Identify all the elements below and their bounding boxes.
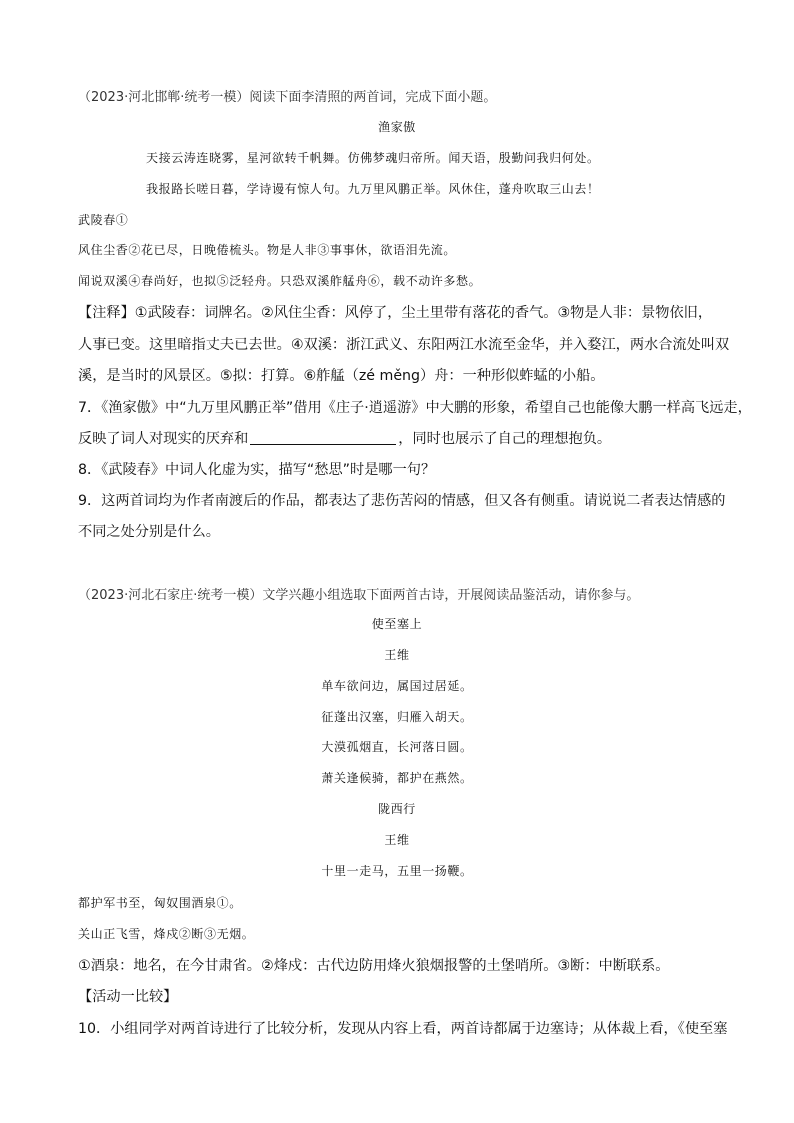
question-8: 8．《武陵春》中词人化虚为实，描写“愁思”时是哪一句？ [78, 462, 436, 478]
annotation-line: 人事已变。这里暗指丈夫已去世。④双溪：浙江武义、东阳两江水流至金华，并入婺江，两水合流处叫双 [78, 337, 730, 353]
annotation-line: 【注释】①武陵春：词牌名。②风住尘香：风停了，尘土里带有落花的香气。③物是人非：景物依旧， [78, 305, 713, 321]
poem3-line: 征蓬出汉塞，归雁入胡天。 [321, 710, 473, 724]
poem1-title: 渔家傲 [378, 120, 416, 134]
poem4-line: 十里一走马，五里一扬鞭。 [321, 864, 473, 878]
poem4-author: 王维 [384, 833, 410, 847]
poem4-line: 都护军书至，匈奴围酒泉①。 [78, 896, 242, 910]
annotation-line: 溪，是当时的风景区。⑤拟：打算。⑥舴艋（zé měng）舟：一种形似蚱蜢的小船。 [78, 368, 605, 384]
poem2-title: 武陵春① [78, 213, 129, 227]
poem2-line: 风住尘香②花已尽，日晚倦梳头。物是人非③事事休，欲语泪先流。 [78, 243, 457, 257]
poem3-author: 王维 [384, 648, 410, 662]
section2-intro: （2023·河北石家庄·统考一模）文学兴趣小组选取下面两首古诗，开展阅读品鉴活动，请你参与。 [78, 588, 640, 603]
poem3-line: 大漠孤烟直，长河落日圆。 [321, 740, 473, 754]
question-7-continued [78, 428, 611, 448]
poem3-line: 萧关逢候骑，都护在燕然。 [321, 771, 473, 785]
question-9-continued: 不同之处分别是什么。 [78, 524, 220, 540]
question-9: 9．这两首词均为作者南渡后的作品，都表达了悲伤苦闷的情感，但又各有侧重。请说说二者表达情感的 [78, 493, 726, 509]
poem3-title: 使至塞上 [371, 617, 423, 631]
question-7-text: ，同时也展示了自己的理想抱负。 [398, 431, 612, 447]
question-7-text: 反映了词人对现实的厌弃和 [78, 431, 249, 447]
question-7: 7．《渔家傲》中“九万里风鹏正举”借用《庄子·逍遥游》中大鹏的形象，希望自己也能像大鹏一样高飞远走， [78, 400, 752, 416]
question-10: 10．小组同学对两首诗进行了比较分析，发现从内容上看，两首诗都属于边塞诗；从体裁上看，《使至塞 [78, 1021, 728, 1037]
annotation-line: ①酒泉：地名，在今甘肃省。②烽戍：古代边防用烽火狼烟报警的土堡哨所。③断：中断联系。 [78, 958, 670, 974]
answer-blank[interactable] [250, 430, 396, 445]
poem4-title: 陇西行 [378, 802, 416, 816]
poem2-line: 闻说双溪④春尚好，也拟⑤泛轻舟。只恐双溪舴艋舟⑥，载不动许多愁。 [78, 274, 482, 288]
poem1-line: 我报路长嗟日暮，学诗谩有惊人句。九万里风鹏正举。风休住，蓬舟吹取三山去！ [146, 182, 600, 196]
poem1-line: 天接云涛连晓雾，星河欲转千帆舞。仿佛梦魂归帝所。闻天语，殷勤问我归何处。 [146, 151, 600, 165]
poem3-line: 单车欲问边，属国过居延。 [321, 679, 473, 693]
section1-intro: （2023·河北邯郸·统考一模）阅读下面李清照的两首词，完成下面小题。 [78, 90, 497, 105]
activity-heading: 【活动一比较】 [78, 989, 178, 1005]
poem4-line: 关山正飞雪，烽戍②断③无烟。 [78, 927, 255, 941]
